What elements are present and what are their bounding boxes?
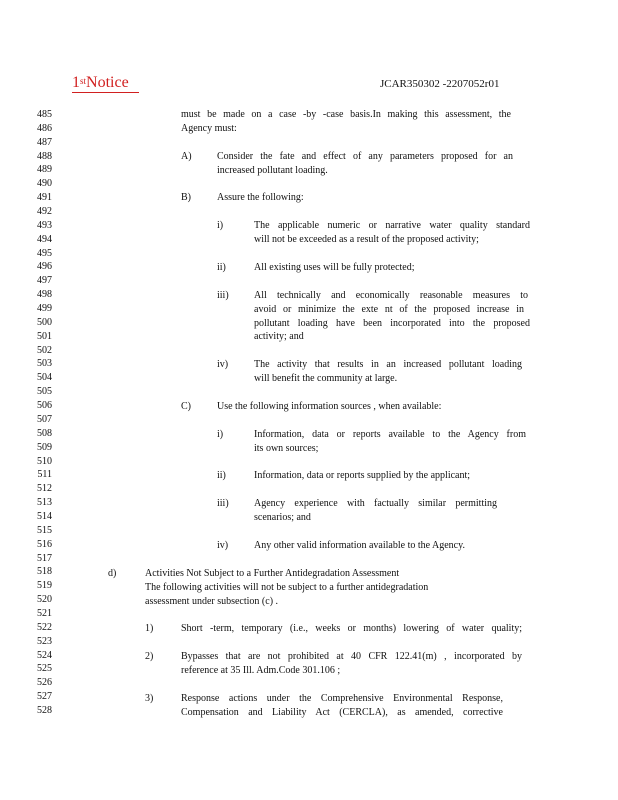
subitem-text: pollutant loading have been incorporated into the proposed <box>254 318 530 329</box>
line-number: 517 <box>37 552 52 564</box>
item-A-text: Consider the fate and effect of any parameters proposed for an <box>217 151 513 162</box>
line-number: 486 <box>37 122 52 134</box>
subitem-text: Information, data or reports supplied by the applicant; <box>254 470 471 481</box>
subitem-label: ii) <box>217 262 226 273</box>
item-label-B: B) <box>181 192 191 203</box>
line-number: 496 <box>37 261 52 273</box>
line-number: 503 <box>37 358 52 370</box>
line-number: 523 <box>37 635 52 647</box>
notice-heading: 1stNotice <box>72 74 139 93</box>
subitem-label: i) <box>217 429 224 440</box>
subitem-text: All technically and economically reasonable measures to <box>254 290 528 301</box>
line-number: 512 <box>37 483 52 495</box>
line-number: 509 <box>37 441 52 453</box>
line-number: 487 <box>37 136 52 148</box>
line-number: 519 <box>37 580 52 592</box>
subitem-text: will not be exceeded as a result of the proposed activity; <box>254 234 479 245</box>
line-number: 516 <box>37 538 52 550</box>
subitem-text: avoid or minimize the exte nt of the proposed increase in <box>254 304 524 315</box>
line-number: 498 <box>37 289 52 301</box>
subitem-label: ii) <box>217 470 226 481</box>
line-number: 520 <box>37 594 52 606</box>
item-A-text: increased pollutant loading. <box>217 165 328 176</box>
section-d-heading: Activities Not Subject to a Further Antidegradation Assessment <box>145 568 400 579</box>
subitem-label: i) <box>217 220 224 231</box>
subitem-text: The activity that results in an increased pollutant loading <box>254 359 522 370</box>
line-number: 492 <box>37 206 52 218</box>
line-number: 489 <box>37 164 52 176</box>
line-number: 488 <box>37 150 52 162</box>
section-d-text: assessment under subsection (c) . <box>145 596 279 607</box>
item-B-text: Assure the following: <box>217 192 304 203</box>
subitem-text: Information, data or reports available to the Agency from <box>254 429 526 440</box>
line-number: 525 <box>37 663 52 675</box>
subitem-label: iii) <box>217 498 229 509</box>
subitem-text: Agency experience with factually similar permitting <box>254 498 497 509</box>
numbered-text: Bypasses that are not prohibited at 40 CFR 122.41(m) , incorporated by <box>181 651 522 662</box>
line-number: 490 <box>37 178 52 190</box>
line-number: 508 <box>37 427 52 439</box>
paragraph-line: must be made on a case -by -case basis.In making this assessment, the <box>181 109 511 120</box>
subitem-text: scenarios; and <box>254 512 311 523</box>
paragraph-line: Agency must: <box>181 123 237 134</box>
subitem-text: will benefit the community at large. <box>254 373 398 384</box>
line-number: 491 <box>37 192 52 204</box>
line-number: 511 <box>37 469 52 481</box>
line-number: 500 <box>37 316 52 328</box>
numbered-text: reference at 35 Ill. Adm.Code 301.106 ; <box>181 665 341 676</box>
line-number: 527 <box>37 691 52 703</box>
line-number: 514 <box>37 510 52 522</box>
line-number: 497 <box>37 275 52 287</box>
item-C-text: Use the following information sources , when available: <box>217 401 442 412</box>
line-number: 485 <box>37 109 52 120</box>
subitem-text: its own sources; <box>254 443 319 454</box>
subitem-label: iii) <box>217 290 229 301</box>
line-number: 494 <box>37 233 52 245</box>
line-number: 499 <box>37 303 52 315</box>
line-number: 493 <box>37 219 52 231</box>
line-number: 526 <box>37 677 52 689</box>
line-number: 528 <box>37 704 52 716</box>
numbered-text: Compensation and Liability Act (CERCLA), as amended, corrective <box>181 707 503 718</box>
numbered-label: 2) <box>145 651 154 662</box>
line-number: 515 <box>37 524 52 536</box>
subitem-label: iv) <box>217 540 229 551</box>
line-number: 518 <box>37 566 52 578</box>
subitem-text: Any other valid information available to the Agency. <box>254 540 465 551</box>
line-number: 513 <box>37 497 52 509</box>
line-number: 524 <box>37 649 52 661</box>
numbered-text: Response actions under the Comprehensive Environmental Response, <box>181 693 503 704</box>
document-code: JCAR350302 -2207052r01 <box>380 78 500 90</box>
subitem-text: The applicable numeric or narrative water quality standard <box>254 220 530 231</box>
line-number: 507 <box>37 413 52 425</box>
line-number: 522 <box>37 621 52 633</box>
section-label-d: d) <box>108 568 117 579</box>
section-d-text: The following activities will not be subject to a further antidegradation <box>145 582 429 593</box>
subitem-label: iv) <box>217 359 229 370</box>
subitem-text: All existing uses will be fully protected; <box>254 262 415 273</box>
line-number: 495 <box>37 247 52 259</box>
line-number: 505 <box>37 386 52 398</box>
subitem-text: activity; and <box>254 331 304 342</box>
line-number: 504 <box>37 372 52 384</box>
numbered-label: 3) <box>145 693 154 704</box>
line-number: 521 <box>37 607 52 619</box>
line-number: 501 <box>37 330 52 342</box>
item-label-A: A) <box>181 151 192 162</box>
line-number: 506 <box>37 400 52 412</box>
line-number: 510 <box>37 455 52 467</box>
numbered-label: 1) <box>145 623 154 634</box>
item-label-C: C) <box>181 401 191 412</box>
line-number: 502 <box>37 344 52 356</box>
numbered-text: Short -term, temporary (i.e., weeks or months) lowering of water quality; <box>181 623 522 634</box>
